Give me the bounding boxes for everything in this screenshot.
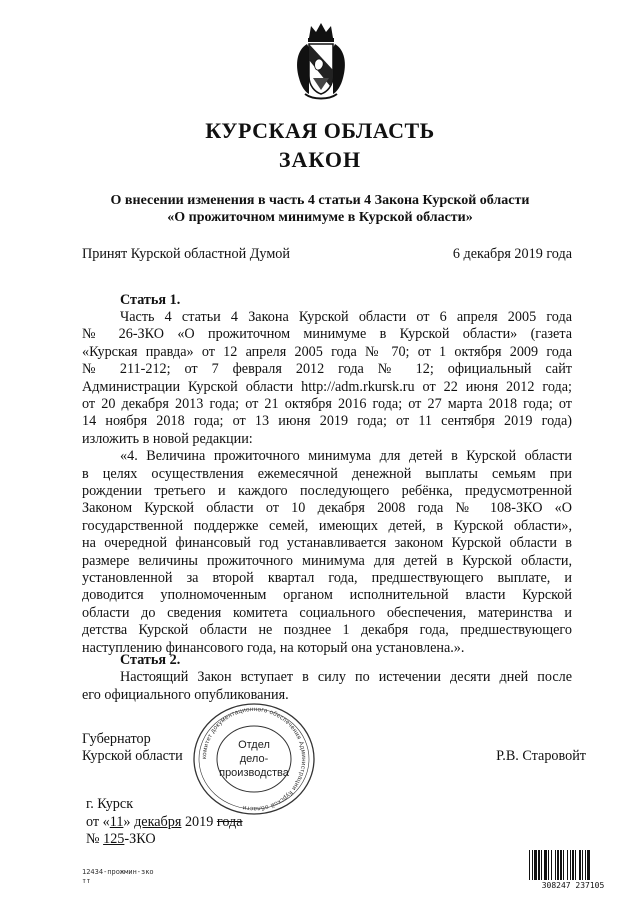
- article-1-line: Законом Курской области от 10 декабря 2008 года № 108-ЗКО «О: [82, 500, 572, 517]
- document-type-heading: ЗАКОН: [278, 147, 362, 172]
- article-1-line: государственной поддержке семей, имеющих детей, в Курской области»,: [82, 517, 572, 534]
- barcode-bar: [551, 850, 552, 880]
- barcode-bar: [555, 850, 556, 880]
- signatory-position-region: Курской области: [82, 748, 183, 764]
- barcode-bar: [532, 850, 533, 880]
- barcode-bar: [529, 850, 530, 880]
- law-title-line-2: «О прожиточном минимуме в Курской области»: [167, 210, 473, 225]
- date-year-suffix: года: [216, 814, 243, 830]
- article-1-line: доводится уполномоченным органом исполнительной власти Курской: [82, 587, 572, 604]
- article-2-line: его официального опубликования.: [82, 686, 289, 703]
- barcode-bar: [567, 850, 568, 880]
- barcode-bar: [563, 850, 564, 880]
- barcode-bar: [544, 850, 547, 880]
- barcode-bar: [570, 850, 571, 880]
- stamp-text-line-1: Отдел: [238, 739, 270, 751]
- barcode-bar: [575, 850, 576, 880]
- barcode-bar: [582, 850, 583, 880]
- barcode-bar: [560, 850, 562, 880]
- region-heading: КУРСКАЯ ОБЛАСТЬ: [205, 118, 435, 143]
- date-prefix: от «: [86, 814, 110, 830]
- article-2-heading: Статья 2.: [120, 652, 181, 668]
- file-reference-initials: тт: [82, 877, 91, 885]
- signatory-name: Р.В. Старовойт: [496, 748, 586, 764]
- article-1-line: «Курская правда» от 12 апреля 2005 года № 70; от 1 октября 2009 года: [82, 343, 572, 360]
- number-sign: №: [86, 831, 100, 847]
- article-2-line: Настоящий Закон вступает в силу по истечении десяти дней после: [120, 669, 572, 686]
- adoption-body: Принят Курской областной Думой: [82, 246, 290, 262]
- article-1-line: Часть 4 статьи 4 Закона Курской области от 6 апреля 2005 года: [120, 309, 572, 325]
- date-month: декабря: [134, 814, 182, 830]
- date-day: 11: [109, 814, 124, 830]
- law-title-line-1: О внесении изменения в часть 4 статьи 4 Закона Курской области: [110, 193, 530, 208]
- article-1-line: детства Курской области не позднее 1 декабря года, предшествующего: [82, 622, 572, 639]
- article-1-line: № 26-ЗКО «О прожиточном минимуме в Курской области» (газета: [82, 326, 572, 343]
- barcode-bar: [585, 850, 586, 880]
- signatory-position: Губернатор: [82, 731, 151, 747]
- article-1-line: в целях осуществления ежемесячной денежной выплаты семьям при: [82, 465, 572, 482]
- date-mid: »: [123, 814, 131, 830]
- barcode-bar: [548, 850, 549, 880]
- stamp-ring-text: комитет документационного обеспечения Администрации Курской области: [200, 705, 308, 813]
- barcode-bar: [541, 850, 542, 880]
- article-1-line: Администрации Курской области http://adm.rkursk.ru от 22 июня 2012 года;: [82, 378, 572, 395]
- barcode-bar: [538, 850, 540, 880]
- law-number: [86, 831, 156, 848]
- stamp-text-line-2: дело-: [239, 753, 269, 765]
- article-1-heading: Статья 1.: [120, 292, 181, 308]
- barcode-bar: [587, 850, 590, 880]
- article-1-line: наступлению финансового года, на который она установлена.».: [82, 639, 465, 656]
- article-1-line: области до сведения комитета социального обеспечения, материнства и: [82, 604, 572, 621]
- barcode-bar: [579, 850, 581, 880]
- barcode-bar: [572, 850, 574, 880]
- number-value: 125: [103, 831, 125, 847]
- barcode: [528, 850, 618, 890]
- article-1-line: 14 ноября 2018 года; от 13 июня 2019 года; от 11 сентября 2019 года): [82, 413, 572, 430]
- barcode-bar: [557, 850, 559, 880]
- adoption-date: 6 декабря 2019 года: [452, 246, 572, 262]
- article-1-line: № 211-212; от 7 февраля 2012 года № 12; официальный сайт: [82, 361, 572, 378]
- barcode-number: 308247 237105: [541, 881, 605, 890]
- stamp-text-line-3: производства: [219, 767, 289, 779]
- article-1-line: установленной за второй квартал года, предшествующего выплате, и: [82, 570, 572, 586]
- article-1-line: «4. Величина прожиточного минимума для детей в Курской области: [120, 448, 572, 465]
- official-stamp: [186, 700, 322, 818]
- date-year: 2019: [184, 814, 214, 830]
- article-1-line: рождении третьего и каждого последующего ребёнка, предусмотренной: [82, 483, 572, 499]
- article-1-line: от 20 декабря 2013 года; от 21 октября 2016 года; от 27 марта 2018 года; от: [82, 396, 572, 412]
- city: г. Курск: [86, 796, 134, 812]
- file-reference: 12434-прожмин-зко: [82, 868, 154, 876]
- coat-of-arms-emblem: [293, 20, 349, 100]
- article-1-line: на очередной финансовый год устанавливается законом Курской области в: [82, 535, 572, 552]
- barcode-bar: [534, 850, 537, 880]
- number-suffix: -ЗКО: [124, 831, 156, 847]
- signing-date: [86, 814, 243, 831]
- article-1-line: размере величины прожиточного минимума для детей в Курской области,: [82, 552, 572, 569]
- article-1-line: изложить в новой редакции:: [82, 430, 253, 447]
